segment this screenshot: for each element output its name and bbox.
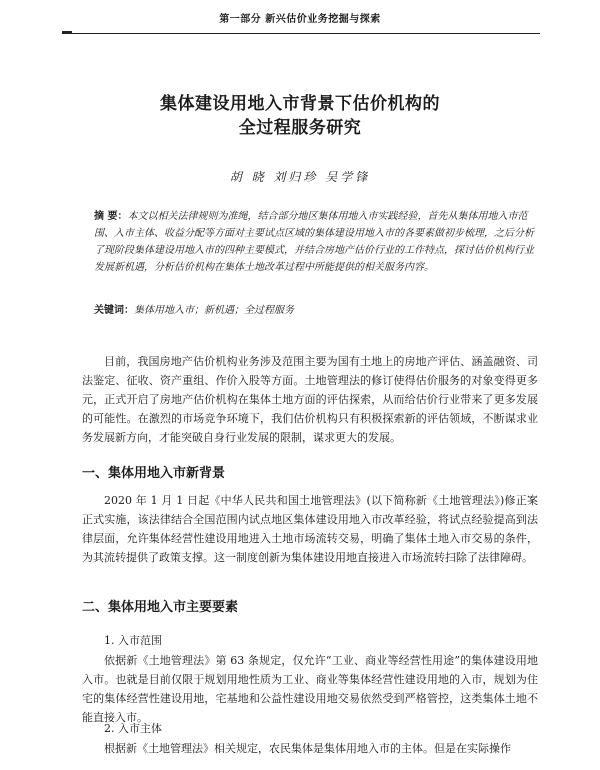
header-rule bbox=[62, 33, 540, 34]
subsection-1-heading: 1. 入市范围 bbox=[104, 634, 162, 647]
subsection-2-paragraph: 根据新《土地管理法》相关规定，农民集体是集体用地入市的主体。但是在实际操作 bbox=[104, 742, 511, 755]
intro-paragraph: 目前，我国房地产估价机构业务涉及范围主要为国有土地上的房地产评估、涵盖融资、司法鉴定、征收、资产重组、作价入股等方面。土地管理法的修订使得估价服务的对象变得更多元，正式开启了房地产估价机构在集体土地方面的评估探索，从而给估价行业带来了更多发展的可能性。在激烈的市场竞争环境下，我们估价机构只有积极探索新的评估领域，不断谋求业务发展新方向，才能突破自身行业发展的限制，谋求更大的发展。 bbox=[82, 355, 538, 444]
section-1-heading: 一、集体用地入市新背景 bbox=[82, 466, 226, 481]
section-1-paragraph: 2020 年 1 月 1 日起《中华人民共和国土地管理法》(以下简称新《土地管理法》)修正案正式实施，该法律结合全国范围内试点地区集体建设用地入市改革经验，将试点经验提高到法律层面，允许集体经营性建设用地进入土地市场流转交易，明确了集体土地入市交易的条件，为其流转提供了政策支撑。这一制度创新为集体建设用地直接进入市场流转扫除了法律障碍。 bbox=[82, 494, 538, 564]
running-head: 第一部分 新兴估价业务挖掘与探索 bbox=[219, 14, 381, 25]
subsection-1-paragraph: 依据新《土地管理法》第 63 条规定，仅允许“工业、商业等经营性用途”的集体建设用地入市。也就是目前仅限于规划用地性质为工业、商业等集体经营性建设用地的入市，规划为住宅的集体经营性建设用地，宅基地和公益性建设用地交易依然受到严格管控，这类集体土地不能直接入市。 bbox=[82, 654, 538, 724]
keywords bbox=[94, 302, 534, 319]
article-title-line-1: 集体建设用地入市背景下估价机构的 bbox=[160, 94, 440, 114]
abstract bbox=[94, 208, 534, 276]
abstract-label: 摘 要： bbox=[94, 211, 128, 222]
authors: 胡 晓 刘归珍 吴学锋 bbox=[229, 170, 371, 184]
abstract-text: 本文以相关法律规则为准绳，结合部分地区集体用地入市实践经验，首先从集体用地入市范围、入市主体、收益分配等方面对主要试点区域的集体建设用地入市的各要素做初步梳理，之后分析了现阶段集体建设用地入市的四种主要模式，并结合房地产估价行业的工作特点，探讨估价机构行业发展新机遇，分析估价机构在集体土地改革过程中所能提供的相关服务内容。 bbox=[94, 211, 534, 273]
section-2-heading: 二、集体用地入市主要要素 bbox=[82, 600, 239, 615]
keywords-text: 集体用地入市；新机遇；全过程服务 bbox=[134, 305, 294, 316]
subsection-2-heading: 2. 入市主体 bbox=[104, 722, 162, 735]
article-title-line-2: 全过程服务研究 bbox=[238, 118, 362, 138]
keywords-label: 关键词： bbox=[94, 305, 134, 316]
article-title bbox=[0, 92, 600, 140]
